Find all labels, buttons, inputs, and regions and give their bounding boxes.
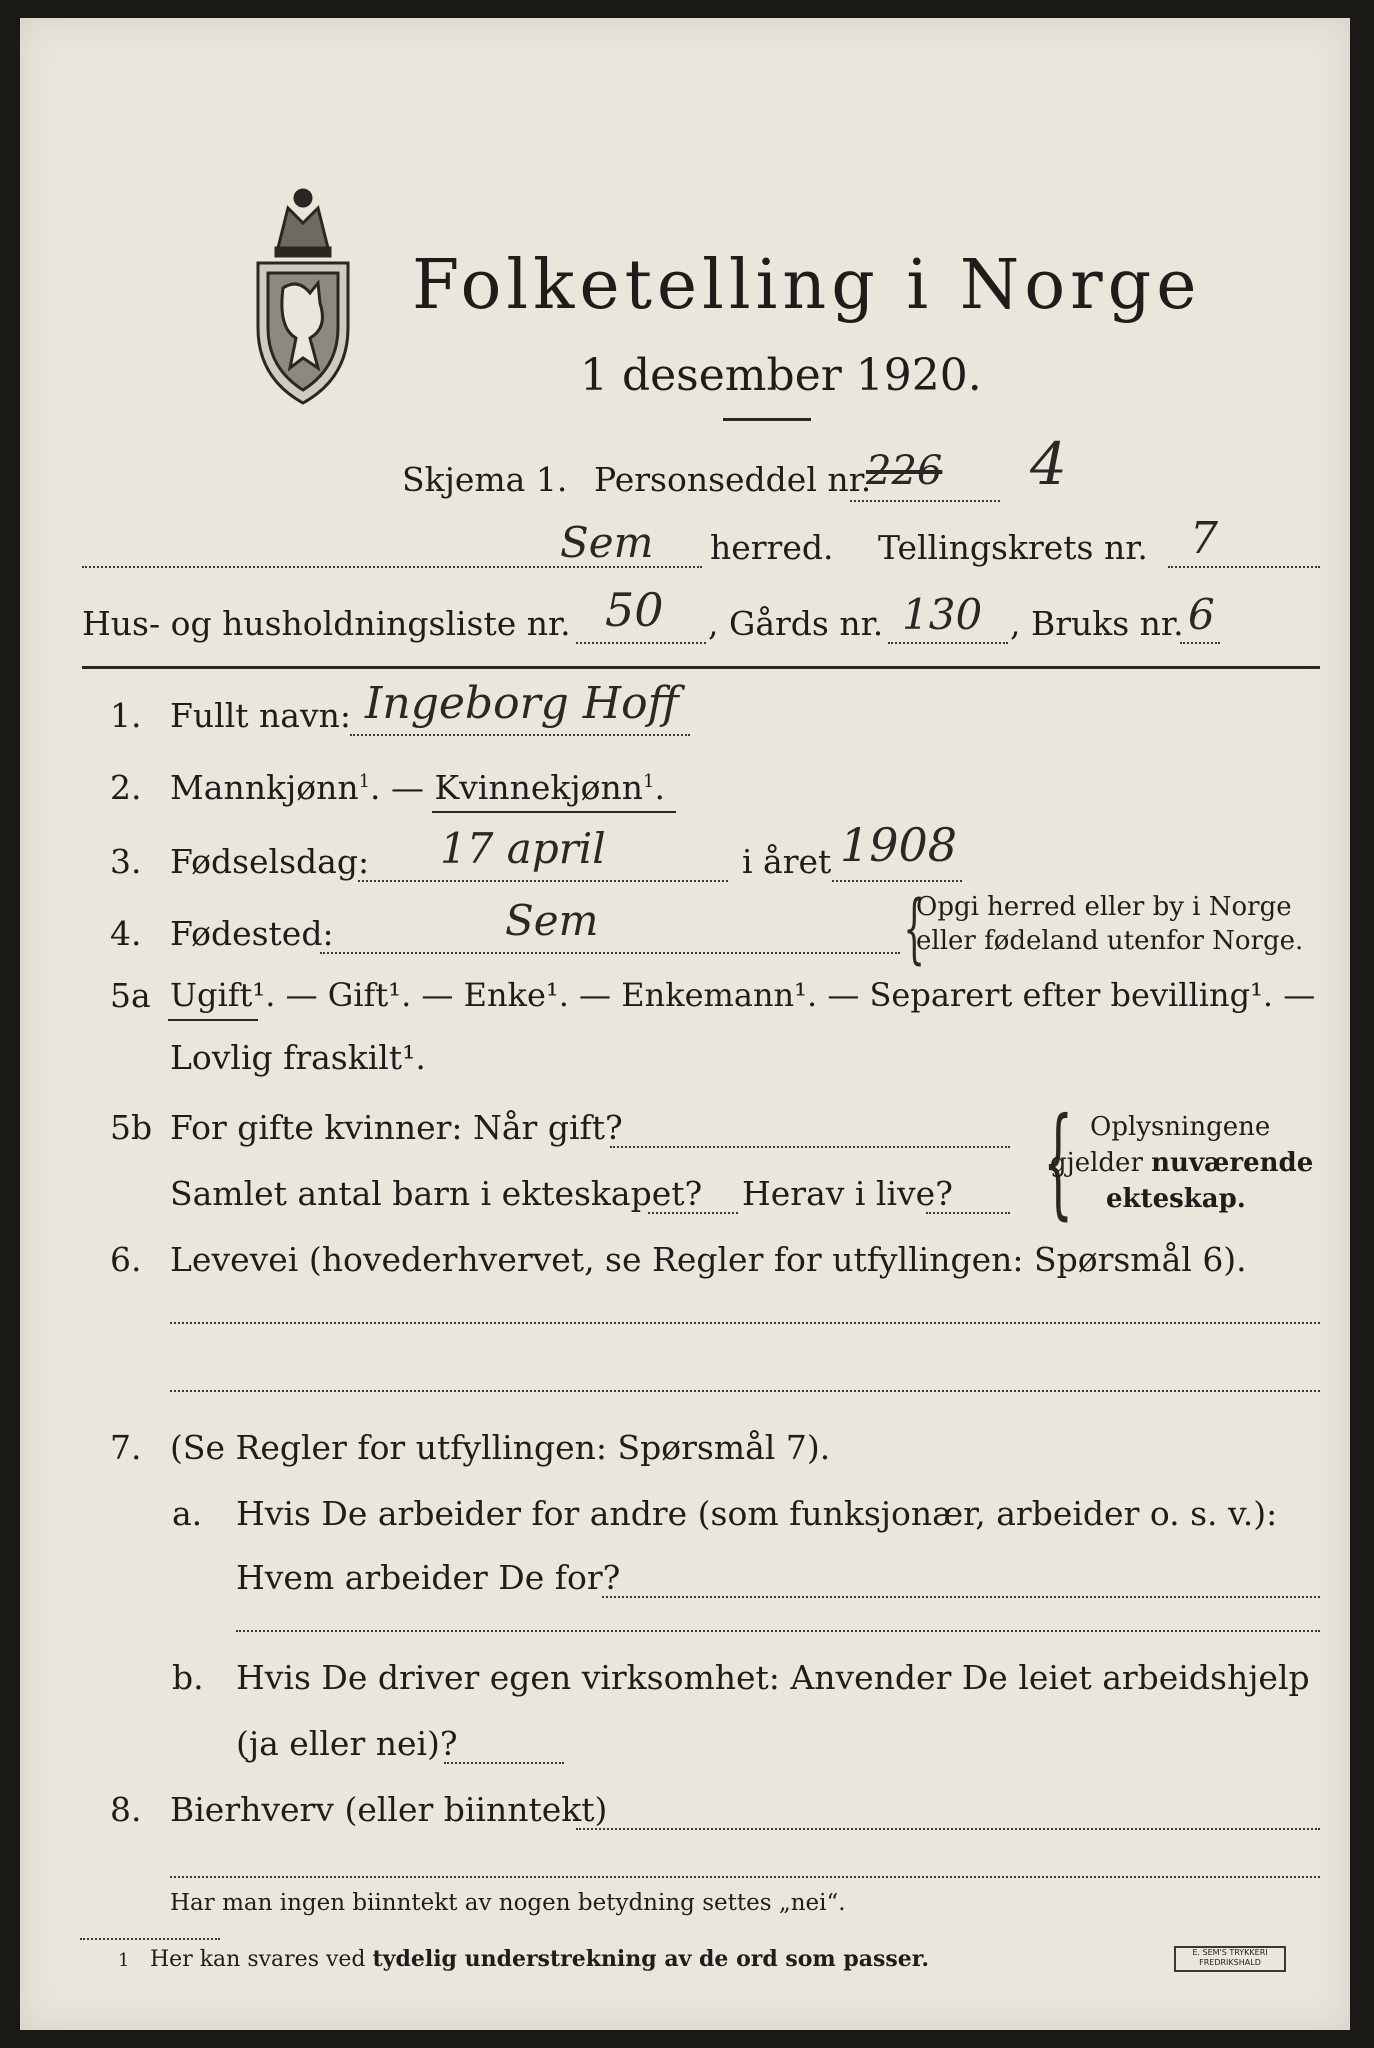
- q5b-number: 5b: [110, 1108, 153, 1147]
- q1-label: Fullt navn:: [170, 696, 351, 735]
- census-form: [20, 18, 1350, 2030]
- q6-answer-line1: [170, 1322, 1320, 1324]
- tellingskrets-value: 7: [1190, 513, 1218, 564]
- q5b-note-line1: Oplysningene: [1090, 1112, 1271, 1142]
- q3-label: Fødselsdag:: [170, 842, 370, 881]
- q8-label: Bierhverv (eller biinntekt): [170, 1790, 608, 1829]
- q5b-note-line2: gjelder nuværende: [1050, 1148, 1314, 1178]
- census-date: 1 desember 1920.: [580, 350, 982, 401]
- skjema-label: Skjema 1.: [402, 460, 568, 499]
- title-divider: [723, 418, 811, 421]
- ugift-underline: [168, 1019, 258, 1021]
- q3-number: 3.: [110, 842, 142, 881]
- q3-year-label: i året: [742, 842, 832, 881]
- q5a-line2: Lovlig fraskilt¹.: [170, 1038, 426, 1077]
- bruks-label: , Bruks nr.: [1010, 604, 1184, 643]
- personseddel-struck-value: 226: [866, 448, 943, 494]
- q7b-answer-line: [444, 1762, 564, 1764]
- q1-number: 1.: [110, 696, 142, 735]
- q6-answer-line2: [170, 1390, 1320, 1392]
- page-title: Folketelling i Norge: [412, 246, 1202, 325]
- footer-note: Har man ingen biinntekt av nogen betydning settes „nei“.: [170, 1890, 846, 1916]
- personseddel-value: 4: [1030, 430, 1067, 498]
- q4-note-line2: eller fødeland utenfor Norge.: [916, 926, 1304, 956]
- footnote-text: Her kan svares ved tydelig understrekning av de ord som passer.: [150, 1946, 930, 1972]
- printer-stamp: E. SEM'S TRYKKERI FREDRIKSHALD: [1174, 1946, 1286, 1972]
- q7b-letter: b.: [172, 1658, 204, 1697]
- bruks-value: 6: [1188, 590, 1215, 639]
- personseddel-label: Personseddel nr.: [594, 460, 872, 499]
- herred-label: herred.: [710, 528, 834, 567]
- header-rule: [82, 666, 1320, 669]
- q5b-brace: {: [1042, 1093, 1074, 1232]
- q4-number: 4.: [110, 914, 142, 953]
- q8-number: 8.: [110, 1790, 142, 1829]
- q7-label: (Se Regler for utfyllingen: Spørsmål 7).: [170, 1428, 831, 1467]
- q4-label: Fødested:: [170, 914, 334, 953]
- birthday-value: 17 april: [440, 824, 606, 873]
- q5b-alive-label: Herav i live?: [742, 1174, 953, 1213]
- q7b-line2: (ja eller nei)?: [236, 1724, 458, 1763]
- tellingskrets-label: Tellingskrets nr.: [878, 528, 1148, 567]
- q4-brace: {: [903, 883, 926, 972]
- gards-label: , Gårds nr.: [708, 604, 884, 643]
- gards-value: 130: [902, 590, 983, 639]
- q5b-children-label: Samlet antal barn i ekteskapet?: [170, 1174, 703, 1213]
- footnote-number: 1: [118, 1950, 130, 1971]
- birthplace-value: Sem: [505, 896, 599, 945]
- herred-value: Sem: [560, 518, 654, 567]
- q5a-marital-options: Ugift¹. — Gift¹. — Enke¹. — Enkemann¹. — Separert efter bevilling¹. —: [170, 976, 1316, 1014]
- hus-label: Hus- og husholdningsliste nr.: [82, 604, 571, 643]
- q7b-line1: Hvis De driver egen virksomhet: Anvender De leiet arbeidshjelp: [236, 1658, 1310, 1697]
- q7a-line1: Hvis De arbeider for andre (som funksjonær, arbeider o. s. v.):: [236, 1494, 1278, 1533]
- q7-number: 7.: [110, 1428, 142, 1467]
- q6-label: Levevei (hovederhvervet, se Regler for utfyllingen: Spørsmål 6).: [170, 1240, 1247, 1279]
- q5b-note-line3: ekteskap.: [1106, 1184, 1246, 1214]
- q7a-answer-line2: [236, 1630, 1320, 1632]
- full-name-value: Ingeborg Hoff: [365, 678, 679, 729]
- q8-answer-line: [576, 1828, 1320, 1830]
- hus-value: 50: [605, 583, 664, 637]
- q7a-line2: Hvem arbeider De for?: [236, 1558, 621, 1597]
- birth-year-value: 1908: [840, 818, 958, 872]
- q2-number: 2.: [110, 768, 142, 807]
- q2-gender-options: Mannkjønn$^1$. — Kvinnekjønn$^1$.: [170, 768, 665, 807]
- q7a-answer-line: [602, 1596, 1320, 1598]
- norway-coat-of-arms-icon: [248, 178, 358, 408]
- q5a-number: 5a: [110, 976, 151, 1015]
- q5b-line1: For gifte kvinner: Når gift?: [170, 1108, 623, 1147]
- q6-number: 6.: [110, 1240, 142, 1279]
- q8-answer-line2: [170, 1876, 1320, 1878]
- q4-note-line1: Opgi herred eller by i Norge: [916, 892, 1292, 922]
- kvinnekjonn-underline: [432, 811, 676, 813]
- q7a-letter: a.: [172, 1494, 203, 1533]
